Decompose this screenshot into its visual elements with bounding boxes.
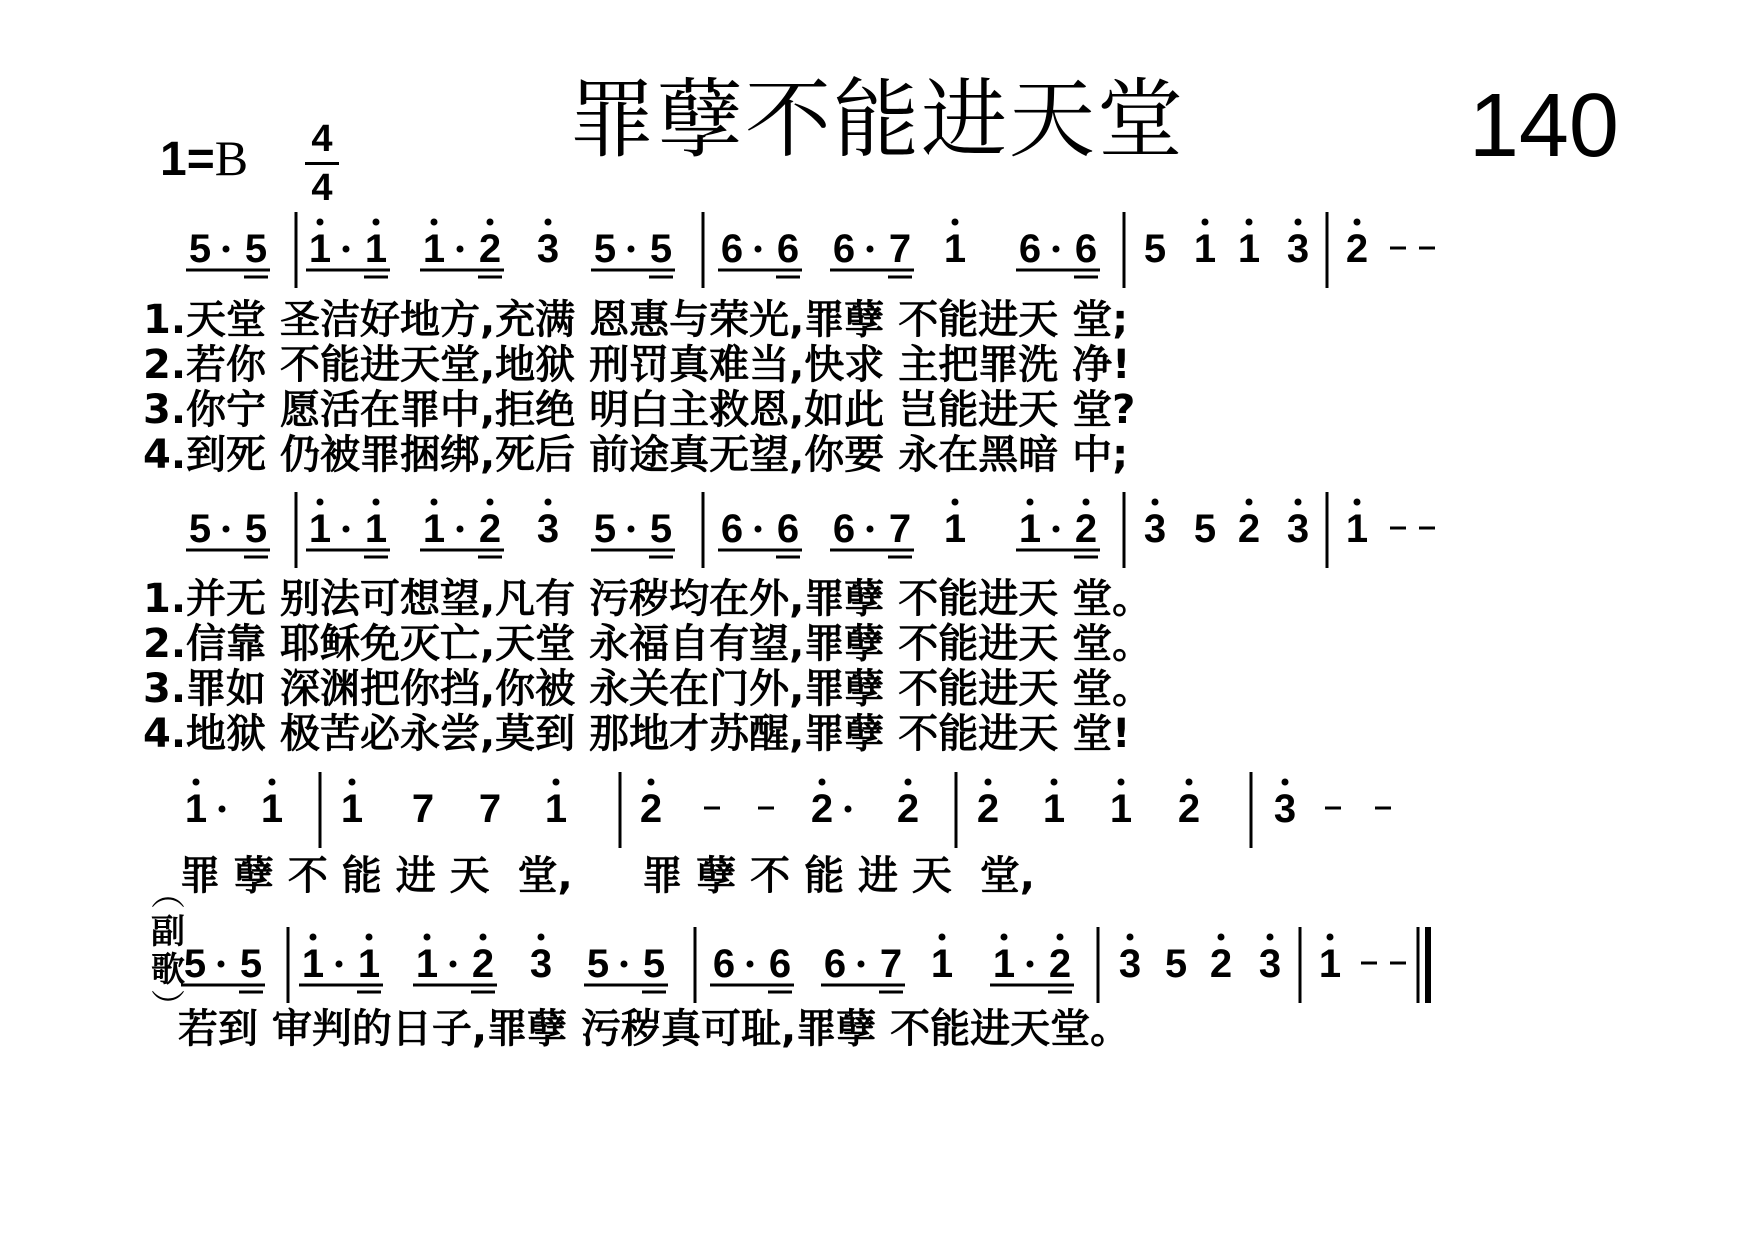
octave-dot <box>545 499 552 506</box>
octave-dot <box>349 779 356 786</box>
augmentation-dot <box>628 526 635 533</box>
notation-final-line <box>0 912 1754 1015</box>
note-5: 5 <box>593 507 617 551</box>
time-top: 4 <box>311 118 333 160</box>
note-2: 2 <box>976 787 1000 831</box>
augmentation-dot <box>755 526 762 533</box>
note-3: 3 <box>1286 227 1310 271</box>
augmentation-dot <box>223 526 230 533</box>
note-1: 1 <box>301 942 325 986</box>
note-6: 6 <box>720 227 744 271</box>
note-2: 2 <box>639 787 663 831</box>
octave-dot <box>269 779 276 786</box>
verse-1-lyric-a: 1.天堂 圣洁好地方,充满 恩惠与荣光,罪孽 不能进天 堂; <box>143 297 1129 343</box>
octave-dot <box>373 219 380 226</box>
note-2: 2 <box>478 507 502 551</box>
octave-dot <box>1295 499 1302 506</box>
note-7: 7 <box>888 227 912 271</box>
note-5: 5 <box>188 507 212 551</box>
note-3: 3 <box>536 507 560 551</box>
note-5: 5 <box>239 942 263 986</box>
augmentation-dot <box>343 526 350 533</box>
hymn-number: 140 <box>1468 76 1619 176</box>
augmentation-dot <box>845 806 852 813</box>
augmentation-dot <box>336 961 343 968</box>
note-1: 1 <box>422 507 446 551</box>
chorus-paren-close: ︶ <box>151 988 185 1028</box>
augmentation-dot <box>858 961 865 968</box>
octave-dot <box>431 499 438 506</box>
note-1: 1 <box>1042 787 1066 831</box>
chorus-label-1: 副 <box>151 912 185 952</box>
octave-dot <box>1127 934 1134 941</box>
note-2: 2 <box>810 787 834 831</box>
note-6: 6 <box>832 227 856 271</box>
octave-dot <box>317 219 324 226</box>
note-5: 5 <box>244 507 268 551</box>
note-1: 1 <box>340 787 364 831</box>
note-2: 2 <box>478 227 502 271</box>
verse-3-lyric-a: 3.你宁 愿活在罪中,拒绝 明白主救恩,如此 岂能进天 堂? <box>143 387 1136 433</box>
note-5: 5 <box>593 227 617 271</box>
note-1: 1 <box>1318 942 1342 986</box>
notation-line-2 <box>0 480 1754 580</box>
octave-dot <box>952 219 959 226</box>
note-1: 1 <box>308 227 332 271</box>
note-3: 3 <box>1118 942 1142 986</box>
note-1: 1 <box>364 507 388 551</box>
note-5: 5 <box>1193 507 1217 551</box>
octave-dot <box>366 934 373 941</box>
octave-dot <box>480 934 487 941</box>
note-2: 2 <box>471 942 495 986</box>
note-1: 1 <box>544 787 568 831</box>
music-line-2 <box>0 480 1754 580</box>
octave-dot <box>1282 779 1289 786</box>
augmentation-dot <box>755 246 762 253</box>
augmentation-dot <box>219 806 226 813</box>
octave-dot <box>1246 219 1253 226</box>
note-5: 5 <box>1164 942 1188 986</box>
augmentation-dot <box>223 246 230 253</box>
octave-dot <box>1295 219 1302 226</box>
note-2: 2 <box>1345 227 1369 271</box>
note-2: 2 <box>1074 507 1098 551</box>
note-1: 1 <box>1193 227 1217 271</box>
octave-dot <box>538 934 545 941</box>
verse-4-lyric-a: 4.到死 仍被罪捆绑,死后 前途真无望,你要 永在黑暗 中; <box>143 432 1129 478</box>
note-3: 3 <box>1258 942 1282 986</box>
octave-dot <box>648 779 655 786</box>
note-6: 6 <box>832 507 856 551</box>
note-3: 3 <box>1273 787 1297 831</box>
verse-3-lyric-b: 3.罪如 深渊把你挡,你被 永关在门外,罪孽 不能进天 堂。 <box>143 666 1153 712</box>
octave-dot <box>487 219 494 226</box>
augmentation-dot <box>747 961 754 968</box>
note-1: 1 <box>1345 507 1369 551</box>
note-5: 5 <box>649 507 673 551</box>
music-line-chorus <box>0 760 1754 860</box>
music-line-final <box>0 912 1754 1015</box>
augmentation-dot <box>867 526 874 533</box>
time-bar <box>305 162 339 165</box>
augmentation-dot <box>867 246 874 253</box>
note-1: 1 <box>943 507 967 551</box>
octave-dot <box>1152 499 1159 506</box>
note-7: 7 <box>478 787 502 831</box>
note-5: 5 <box>642 942 666 986</box>
song-title: 罪孽不能进天堂 <box>569 70 1185 170</box>
octave-dot <box>1051 779 1058 786</box>
octave-dot <box>487 499 494 506</box>
note-3: 3 <box>529 942 553 986</box>
octave-dot <box>1354 499 1361 506</box>
time-signature <box>302 118 342 209</box>
note-6: 6 <box>823 942 847 986</box>
notation-line-1 <box>0 200 1754 300</box>
key-one: 1 <box>160 133 187 186</box>
time-bottom: 4 <box>311 167 333 209</box>
note-6: 6 <box>768 942 792 986</box>
note-6: 6 <box>1018 227 1042 271</box>
octave-dot <box>553 779 560 786</box>
note-2: 2 <box>1048 942 1072 986</box>
music-line-1 <box>0 200 1754 300</box>
verse-4-lyric-b: 4.地狱 极苦必永尝,莫到 那地才苏醒,罪孽 不能进天 堂! <box>143 711 1131 757</box>
augmentation-dot <box>457 246 464 253</box>
note-1: 1 <box>357 942 381 986</box>
note-2: 2 <box>896 787 920 831</box>
chorus-lyric: 罪 孽 不 能 进 天 堂, 罪 孽 不 能 进 天 堂, <box>180 853 1035 899</box>
chorus-paren-open: ︵ <box>151 874 185 914</box>
note-6: 6 <box>776 227 800 271</box>
octave-dot <box>1001 934 1008 941</box>
note-2: 2 <box>1237 507 1261 551</box>
octave-dot <box>1218 934 1225 941</box>
octave-dot <box>1202 219 1209 226</box>
note-7: 7 <box>888 507 912 551</box>
verse-1-lyric-b: 1.并无 别法可想望,凡有 污秽均在外,罪孽 不能进天 堂。 <box>143 576 1153 622</box>
octave-dot <box>1354 219 1361 226</box>
note-1: 1 <box>1018 507 1042 551</box>
note-6: 6 <box>720 507 744 551</box>
chorus-label-2: 歌 <box>151 950 185 990</box>
note-7: 7 <box>411 787 435 831</box>
verse-2-lyric-b: 2.信靠 耶稣免灭亡,天堂 永福自有望,罪孽 不能进天 堂。 <box>143 621 1153 667</box>
augmentation-dot <box>1027 961 1034 968</box>
augmentation-dot <box>628 246 635 253</box>
augmentation-dot <box>218 961 225 968</box>
final-lyric: 若到 审判的日子,罪孽 污秽真可耻,罪孽 不能进天堂。 <box>178 1006 1131 1052</box>
note-1: 1 <box>308 507 332 551</box>
note-1: 1 <box>992 942 1016 986</box>
note-2: 2 <box>1177 787 1201 831</box>
octave-dot <box>985 779 992 786</box>
note-5: 5 <box>1143 227 1167 271</box>
note-1: 1 <box>415 942 439 986</box>
octave-dot <box>1057 934 1064 941</box>
octave-dot <box>1083 499 1090 506</box>
note-3: 3 <box>536 227 560 271</box>
note-1: 1 <box>422 227 446 271</box>
octave-dot <box>424 934 431 941</box>
octave-dot <box>1186 779 1193 786</box>
note-6: 6 <box>712 942 736 986</box>
note-5: 5 <box>586 942 610 986</box>
note-5: 5 <box>244 227 268 271</box>
octave-dot <box>193 779 200 786</box>
note-1: 1 <box>184 787 208 831</box>
note-1: 1 <box>943 227 967 271</box>
octave-dot <box>1267 934 1274 941</box>
verse-2-lyric-a: 2.若你 不能进天堂,地狱 刑罚真难当,快求 主把罪洗 净! <box>143 342 1131 388</box>
octave-dot <box>317 499 324 506</box>
octave-dot <box>952 499 959 506</box>
octave-dot <box>819 779 826 786</box>
octave-dot <box>1327 934 1334 941</box>
augmentation-dot <box>450 961 457 968</box>
note-3: 3 <box>1143 507 1167 551</box>
notation-chorus <box>0 760 1754 860</box>
octave-dot <box>545 219 552 226</box>
note-5: 5 <box>188 227 212 271</box>
note-5: 5 <box>183 942 207 986</box>
augmentation-dot <box>457 526 464 533</box>
note-1: 1 <box>260 787 284 831</box>
augmentation-dot <box>1053 246 1060 253</box>
note-1: 1 <box>1109 787 1133 831</box>
note-1: 1 <box>1237 227 1261 271</box>
octave-dot <box>1246 499 1253 506</box>
octave-dot <box>939 934 946 941</box>
augmentation-dot <box>621 961 628 968</box>
octave-dot <box>431 219 438 226</box>
note-6: 6 <box>776 507 800 551</box>
augmentation-dot <box>1053 526 1060 533</box>
key-equals: = <box>186 133 215 186</box>
key-note: B <box>214 130 249 186</box>
note-3: 3 <box>1286 507 1310 551</box>
octave-dot <box>373 499 380 506</box>
note-2: 2 <box>1209 942 1233 986</box>
augmentation-dot <box>343 246 350 253</box>
octave-dot <box>1027 499 1034 506</box>
octave-dot <box>310 934 317 941</box>
octave-dot <box>1118 779 1125 786</box>
octave-dot <box>905 779 912 786</box>
note-7: 7 <box>879 942 903 986</box>
note-1: 1 <box>364 227 388 271</box>
note-1: 1 <box>930 942 954 986</box>
key-signature <box>160 128 248 190</box>
note-6: 6 <box>1074 227 1098 271</box>
note-5: 5 <box>649 227 673 271</box>
